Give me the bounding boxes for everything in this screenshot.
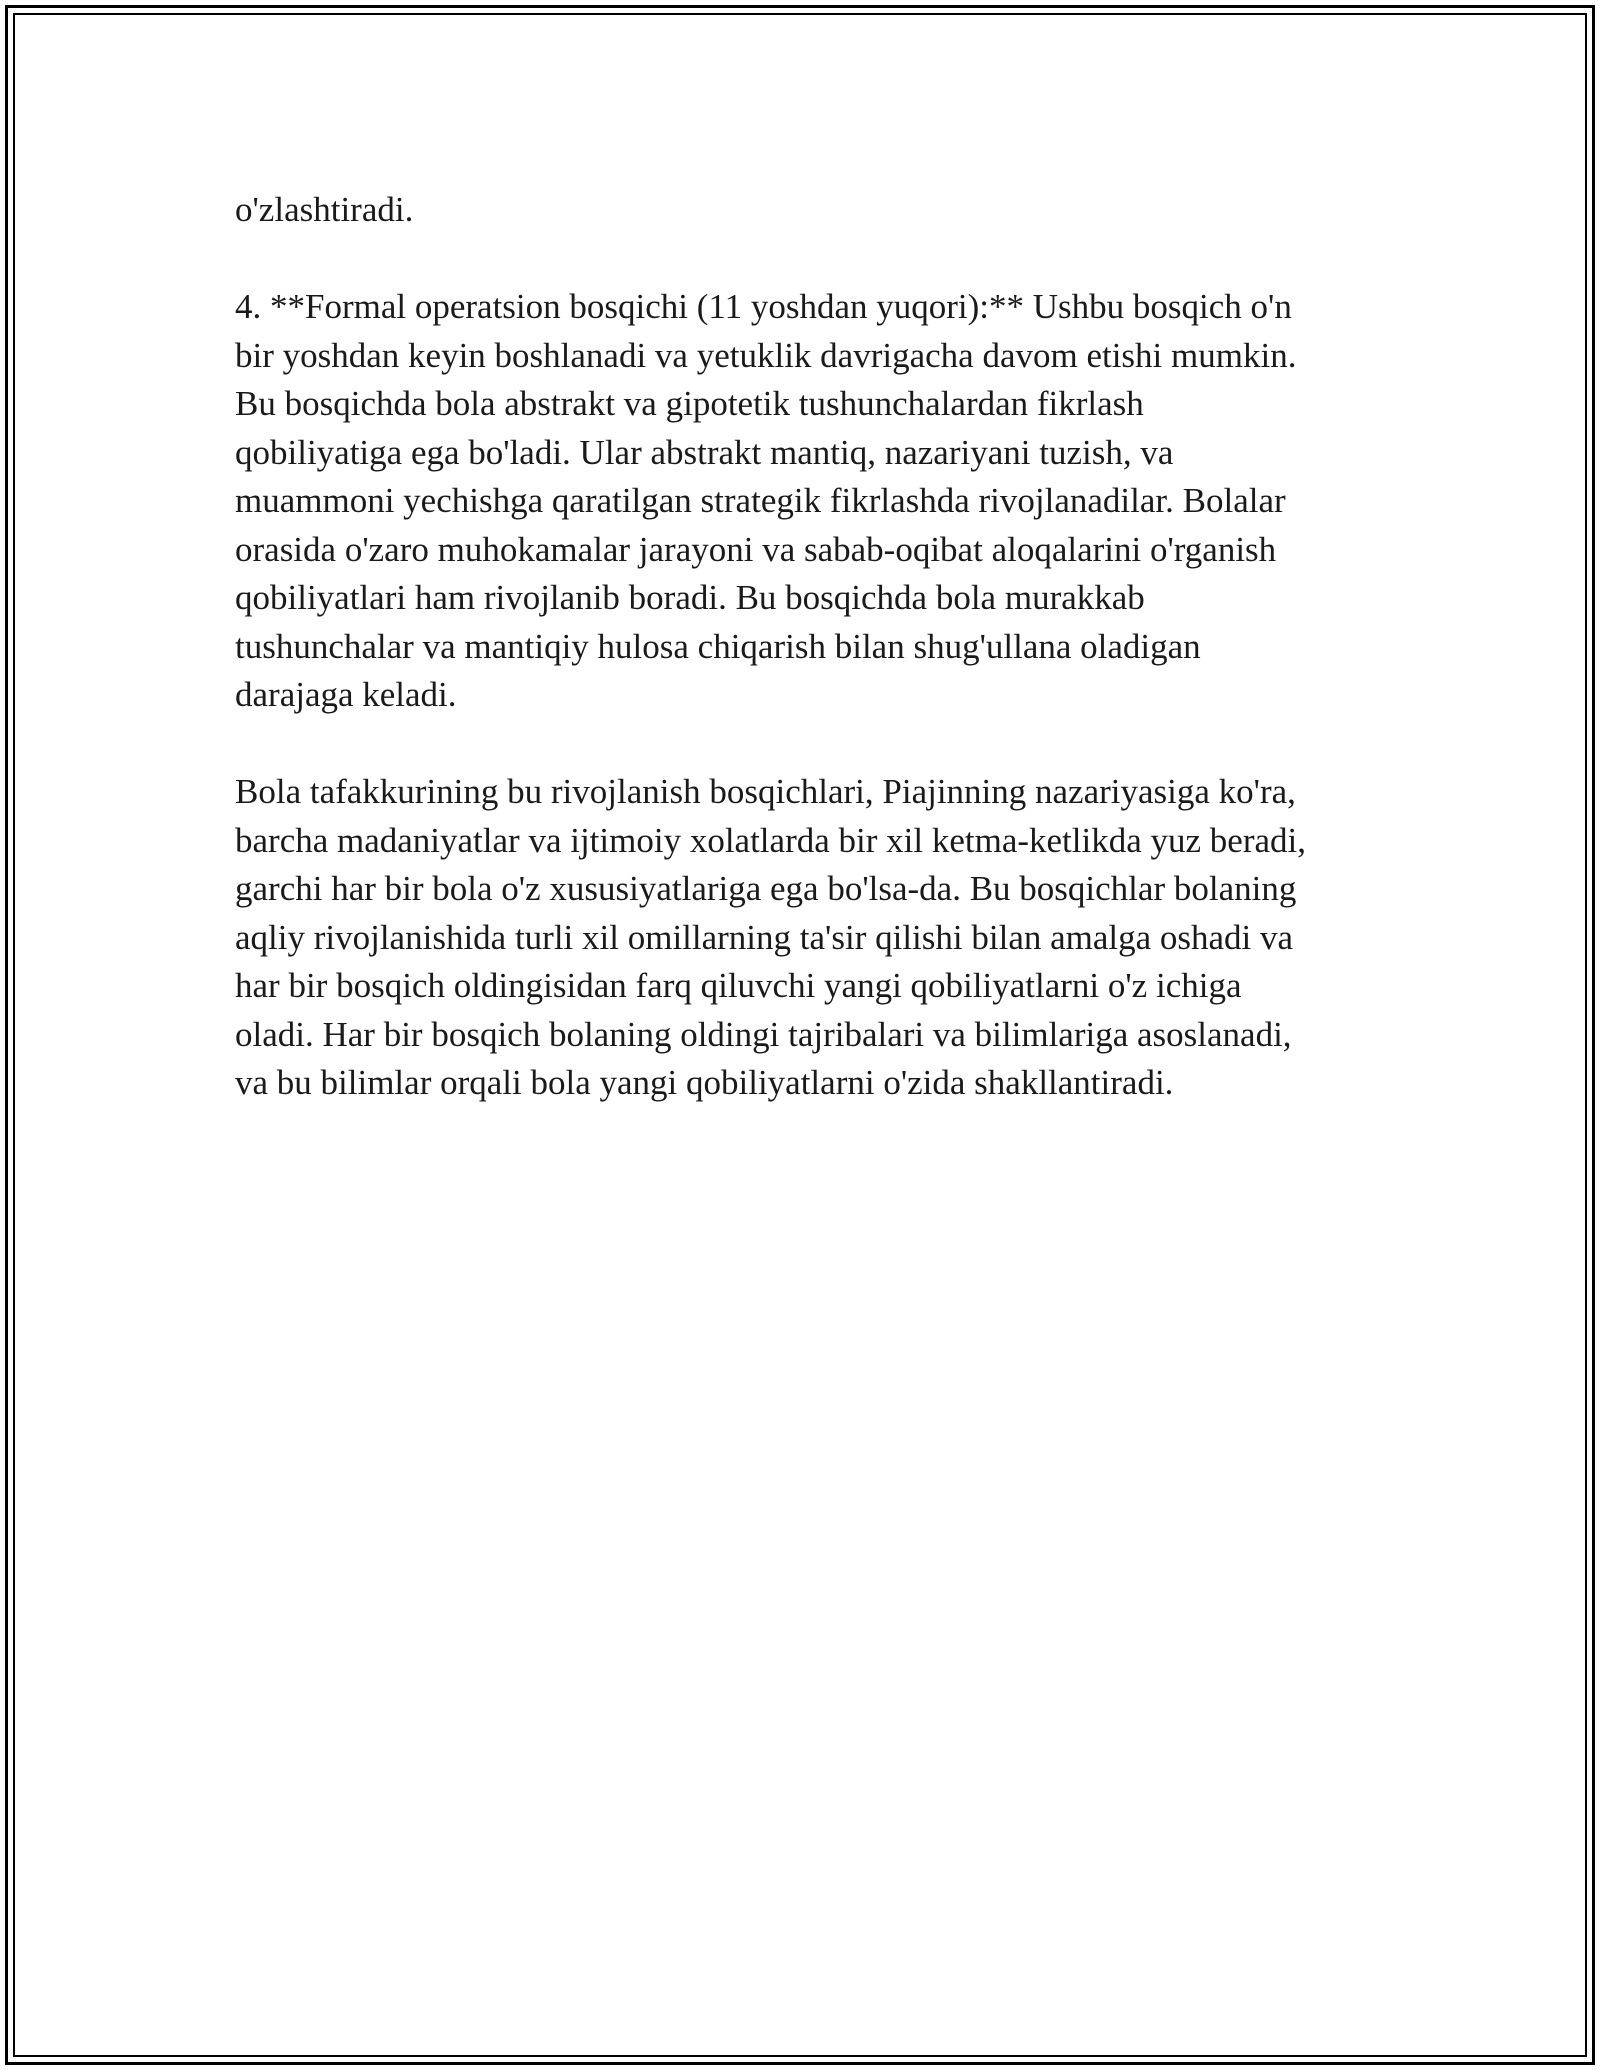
document-body <box>235 186 1365 1156</box>
paragraph-formal-operational-stage: 4. **Formal operatsion bosqichi (11 yoshdan yuqori):** Ushbu bosqich o'n bir yoshdan keyin boshlanadi va yetuklik davrigacha davom etishi mumkin. Bu bosqichda bola abstrakt va gipotetik tushunchalardan fikrlash qobiliyatiga ega bo'ladi. Ular abstrakt mantiq, nazariyani tuzish, va muammoni yechishga qaratilgan strategik fikrlashda rivojlanadilar. Bolalar orasida o'zaro muhokamalar jarayoni va sabab-oqibat aloqalarini o'rganish qobiliyatlari ham rivojlanib boradi. Bu bosqichda bola murakkab tushunchalar va mantiqiy hulosa chiqarish bilan shug'ullana oladigan darajaga keladi. <box>235 287 1297 714</box>
paragraph-stages-summary: Bola tafakkurining bu rivojlanish bosqichlari, Piajinning nazariyasiga ko'ra, barcha madaniyatlar va ijtimoiy xolatlarda bir xil ketma-ketlikda yuz beradi, garchi har bir bola o'z xususiyatlariga ega bo'lsa-da. Bu bosqichlar bolaning aqliy rivojlanishida turli xil omillarning ta'sir qilishi bilan amalga oshadi va har bir bosqich oldingisidan farq qiluvchi yangi qobiliyatlarni o'z ichiga oladi. Har bir bosqich bolaning oldingi tajribalari va bilimlariga asoslanadi, va bu bilimlar orqali bola yangi qobiliyatlarni o'zida shakllantiradi. <box>235 772 1306 1102</box>
paragraph-continuation: o'zlashtiradi. <box>235 190 414 229</box>
